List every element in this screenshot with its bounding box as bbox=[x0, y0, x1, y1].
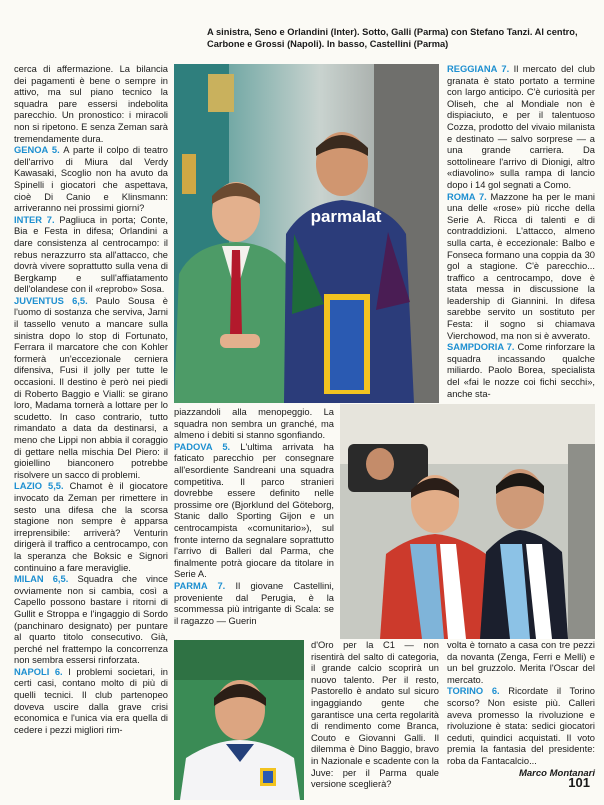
team-heading-milan: MILAN 6,5. bbox=[14, 574, 69, 585]
column-1 bbox=[14, 64, 168, 772]
text-parma: Il giovane Castellini, proveniente dal Perugia, è la scommessa più intrigante di Scala: se il ragazzo — Guerin bbox=[174, 580, 334, 626]
column-2-middle bbox=[174, 407, 334, 637]
photo-caption: A sinistra, Seno e Orlandini (Inter). Sotto, Galli (Parma) con Stefano Tanzi. Al centro, Carbone e Grossi (Napoli). In basso, Castellini (Parma) bbox=[207, 27, 578, 49]
paragraph-continuation: piazzandoli alla menopeggio. La squadra non sembra un granché, ma almeno i debiti si stanno sgonfiando. bbox=[174, 407, 334, 441]
team-heading-sampdoria: SAMPDORIA 7. bbox=[447, 342, 515, 353]
shirt-sponsor-text: parmalat bbox=[310, 207, 382, 226]
text-genoa: A parte il colpo di teatro dell'arrivo di Miura dal Verdy Kawasaki, Scoglio non ha avuto da Spinelli i giocatori che aspettava, cioè Di Canio e Klinsmann: arriveranno nei prossimi giorni? bbox=[14, 145, 168, 214]
team-heading-reggiana: REGGIANA 7. bbox=[447, 64, 510, 74]
team-heading-padova: PADOVA 5. bbox=[174, 441, 231, 452]
text-reggiana: Il mercato del club granata è stato portato a termine con largo anticipo. C'è curiosità per Oliseh, che al Mondiale non è dispiaciuto, e per il talentuoso Cozza, prodotto del vivaio milanista e destinato — salvo sorprese — a una grande carriera. Da sottolineare l'arrivo di Dionigi, altro «diavolino» sulla rampa di lancio dopo i 14 gol segnati a Como. bbox=[447, 64, 595, 190]
paragraph-napoli bbox=[14, 667, 168, 737]
photo-illustration-napoli bbox=[340, 404, 595, 639]
paragraph-sampdoria bbox=[447, 342, 595, 400]
author-signature: Marco Montanari bbox=[518, 767, 595, 779]
team-heading-roma: ROMA 7. bbox=[447, 191, 487, 202]
column-3-bottom bbox=[447, 640, 595, 779]
text-padova: L'ultima arrivata ha faticato parecchio per consegnare all'esordiente Sandreani una squadra competitiva. Il parco stranieri dovrebbe essere definito nelle prossime ore (Bjorklund del Göteborg, Stanic dallo Sporting Gijon e un centrocampista «comunitario»), sul fronte interno da segnalare soprattutto l'arrivo di Balleri dal Parma, che finalmente potrà giocare da titolare in Serie A. bbox=[174, 441, 334, 580]
text-napoli: I problemi societari, in certi casi, contano molto di più di quelli tecnici. Il club partenopeo doveva uscire dalla grave crisi economica e l'unica via era quella di cedere i pezzi migliori rim- bbox=[14, 666, 168, 735]
text-milan: Squadra che vince ovviamente non si cambia, così a Capello possono bastare i ritorni di Gullit e Stroppa e l'ingaggio di Sordo (panchinaro designato) per puntare al quarto titolo consecutivo. Già, perché nel frattempo la concorrenza non sembra essersi rinforzata. bbox=[14, 574, 168, 666]
text-torino: Ricordate il Torino scorso? Non esiste più. Calleri aveva promesso la rivoluzione e rivoluzione è stata: sedici giocatori ceduti, quindici acquistati. Il voto premia la fantasia del presidente: roba da Fantacalcio... bbox=[447, 686, 595, 766]
photo-carbone-grossi bbox=[340, 404, 595, 639]
paragraph-genoa bbox=[14, 145, 168, 215]
team-heading-parma: PARMA 7. bbox=[174, 580, 226, 591]
text-sampdoria: Come rinforzare la squadra incassando qualche miliardo. Paolo Borea, specialista del «fai le nozze coi fichi secchi», anche sta- bbox=[447, 342, 595, 399]
team-heading-genoa: GENOA 5. bbox=[14, 145, 60, 156]
paragraph-milan bbox=[14, 574, 168, 667]
paragraph-padova bbox=[174, 442, 334, 581]
column-3-top bbox=[447, 64, 595, 404]
team-heading-inter: INTER 7. bbox=[14, 214, 55, 225]
page-number: 101 bbox=[568, 775, 590, 790]
team-heading-juventus: JUVENTUS 6,5. bbox=[14, 295, 88, 306]
text-juventus: Paulo Sousa è l'uomo di sostanza che serviva, Jarni il tassello venuto a mancare sulla sinistra dopo lo stop di Fortunato, Ferrara il marcatore che con Kohler formerà un'eccezionale cerniera difensiva, Fusi il jolly per tutte le occasioni. Il destino è però nei piedi di Roberto Baggio e Vialli: se girano loro, Madama tornerà a lottare per lo scudetto. In caso contrario, tutto rimandato a data da destinarsi, a meno che Lippi non abbia il coraggio di gettare nella mischia Del Piero: il gioiellino bianconero potrebbe risolvere un sacco di problemi. bbox=[14, 295, 168, 480]
team-heading-torino: TORINO 6. bbox=[447, 686, 500, 697]
photo-castellini bbox=[174, 640, 304, 800]
paragraph-parma-continued: d'Oro per la C1 — non risentirà del salto di categoria, il grande calcio scoprirà un nuovo talento. Per il resto, Pastorello è andato sul sicuro ingaggiando gente che garantisce una certa regolarità di rendimento come Branca, Couto e Giovanni Galli. Il dilemma è Dino Baggio, bravo in Nazionale e scadente con la Juve: per il Parma quale versione sceglierà? bbox=[311, 640, 439, 790]
paragraph-juventus bbox=[14, 296, 168, 482]
text-roma: Mazzone ha per le mani una delle «rose» più ricche della Serie A. Ricca di talenti e di contraddizioni. L'attacco, almeno sulla carta, è eccezionale: Balbo e Fonseca formano una coppia da 30 gol a stagione. C'è parecchio... traffico a centrocampo, dove è stata messa in discussione la leadership di Giannini. In difesa sarebbe servito un sostituto per Festa: il sogno si chiamava Vierchowod, ma non si è avverato. bbox=[447, 191, 595, 341]
column-2-bottom bbox=[311, 640, 439, 790]
photo-seno-orlandini bbox=[174, 64, 439, 403]
text-lazio: Chamot è il giocatore invocato da Zeman per rimettere in sesto una difesa che la scorsa stagione non sempre è apparsa irreprensibile: arriverà? Venturin dirigerà il traffico a centrocampo, con la speranza che Boksic e Signori continuino a fare meraviglie. bbox=[14, 481, 168, 573]
photo-illustration-parma bbox=[174, 640, 304, 800]
paragraph-torino bbox=[447, 686, 595, 767]
team-heading-lazio: LAZIO 5,5. bbox=[14, 481, 64, 492]
paragraph-sampdoria-continued: volta è tornato a casa con tre pezzi da novanta (Zenga, Ferri e Melli) e un bel gruzzolo. Merita l'Oscar del mercato. bbox=[447, 640, 595, 685]
paragraph-intro: cerca di affermazione. La bilancia dei pagamenti è bene o sempre in attivo, ma sul piano tecnico la squadra pare essersi indebolita parecchio. Un pronostico: i miracoli non si ripetono. E senza Zeman sarà tremendamente dura. bbox=[14, 64, 168, 144]
paragraph-parma bbox=[174, 581, 334, 627]
paragraph-roma bbox=[447, 192, 595, 343]
paragraph-inter bbox=[14, 215, 168, 296]
photo-illustration bbox=[174, 64, 439, 403]
paragraph-reggiana bbox=[447, 64, 595, 192]
paragraph-lazio bbox=[14, 481, 168, 574]
text-inter: Pagliuca in porta; Conte, Bia e Festa in difesa; Orlandini a dare consistenza al centrocampo: il rebus nerazzurro sta all'attacco, che dovrà vivere soprattutto sulla vena di Bergkamp e sull'affiatamento dell'olandese con il «reprobo» Sosa. bbox=[14, 214, 169, 295]
team-heading-napoli: NAPOLI 6. bbox=[14, 666, 63, 677]
